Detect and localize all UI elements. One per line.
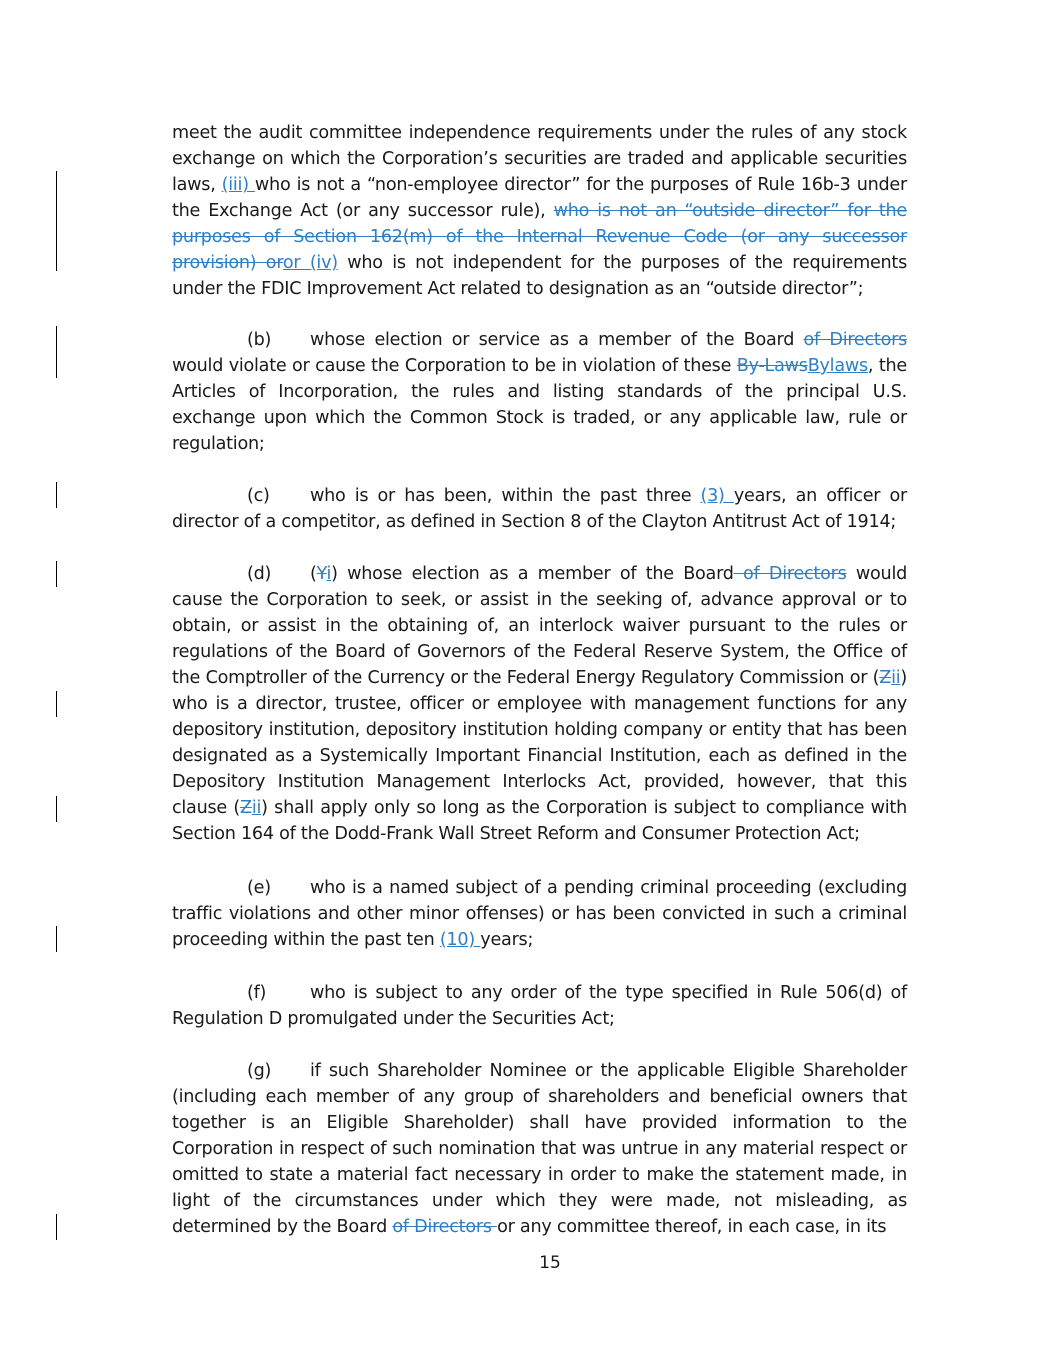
- paragraph-continuation: [172, 120, 907, 302]
- text: ) who is a director, trustee, officer or employee with management functions for any depository institution, depository institution holding company or entity that has been designated as a Systemically Important Financial Institution, each as defined in the Depository Institution Management Interlocks Act, provided, however, that this clause (: [172, 668, 907, 818]
- deleted-text: of Directors: [733, 564, 847, 584]
- change-bar: [56, 926, 57, 952]
- text: whose election or service as a member of the Board: [310, 330, 804, 350]
- change-bar: [56, 561, 57, 587]
- change-bar: [56, 482, 57, 508]
- change-bar: [56, 1214, 57, 1240]
- change-bar: [56, 796, 57, 822]
- clause-label: (f): [247, 983, 267, 1003]
- text: would violate or cause the Corporation to be in violation of these: [172, 356, 737, 376]
- change-bar: [56, 171, 57, 271]
- text: years, an officer or director of a competitor, as defined in Section 8 of the Clayton Antitrust Act of 1914;: [172, 486, 907, 532]
- text: meet the audit committee independence requirements under the rules of any stock exchange on which the Corporation’s securities are traded and applicable securities laws,: [172, 123, 907, 195]
- text: if such Shareholder Nominee or the applicable Eligible Shareholder (including each member of any group of shareholders and beneficial owners that together is an Eligible Shareholder) shall have provided information to the Corporation in respect of such nomination that was untrue in any material respect or omitted to state a material fact necessary in order to make the statement made, in light of the circumstances under which they were made, not misleading, as determined by the Board: [172, 1061, 907, 1237]
- clause-label: (e): [247, 878, 271, 898]
- change-bar: [56, 691, 57, 717]
- deleted-text: of Directors: [803, 330, 907, 350]
- deleted-text: Z: [879, 668, 892, 688]
- inserted-text: (iii): [221, 175, 255, 195]
- clause-d: [172, 561, 907, 847]
- clause-e: [172, 875, 907, 953]
- clause-f: [172, 980, 907, 1032]
- text: years;: [480, 930, 534, 950]
- inserted-text: (10): [439, 930, 481, 950]
- change-bar: [56, 326, 57, 378]
- text: (: [310, 564, 317, 584]
- text: , the Articles of Incorporation, the rules and listing standards of the principal U.S. exchange upon which the Common Stock is traded, or any applicable law, rule or regulation;: [172, 356, 908, 454]
- page-number: 15: [539, 1253, 561, 1273]
- clause-label: (d): [247, 564, 272, 584]
- clause-label: (c): [247, 486, 270, 506]
- inserted-text: Bylaws: [807, 356, 868, 376]
- text: would cause the Corporation to seek, or assist in the seeking of, advance approval or to obtain, or assist in the obtaining of, an interlock waiver pursuant to the rules or regulations of the Board of Governors of the Federal Reserve System, the Office of the Comptroller of the Currency or the Federal Energy Regulatory Commission or (: [172, 564, 907, 688]
- inserted-text: i: [326, 564, 332, 584]
- deleted-text: Y: [316, 564, 327, 584]
- clause-g: [172, 1058, 907, 1240]
- text: ) whose election as a member of the Board: [331, 564, 734, 584]
- text: who is not independent for the purposes of the requirements under the FDIC Improvement Act related to designation as an “outside director”;: [172, 253, 907, 299]
- clause-label: (b): [247, 330, 272, 350]
- text: who is subject to any order of the type specified in Rule 506(d) of Regulation D promulgated under the Securities Act;: [172, 983, 907, 1029]
- clause-label: (g): [247, 1061, 272, 1081]
- deleted-text: Z: [240, 798, 252, 818]
- deleted-text: who is not an “outside director” for the purposes of Section 162(m) of the Internal Revenue Code (or any successor provision) or: [172, 201, 907, 273]
- deleted-text: By-Laws: [736, 356, 808, 376]
- text: ) shall apply only so long as the Corporation is subject to compliance with Section 164 of the Dodd-Frank Wall Street Reform and Consumer Protection Act;: [172, 798, 907, 844]
- inserted-text: (3): [700, 486, 734, 506]
- clause-b: [172, 327, 907, 457]
- text: who is not a “non-employee director” for the purposes of Rule 16b-3 under the Exchange Act (or any successor rule),: [172, 175, 907, 221]
- text: who is or has been, within the past three: [310, 486, 701, 506]
- inserted-text: ii: [251, 798, 262, 818]
- text: who is a named subject of a pending criminal proceeding (excluding traffic violations and other minor offenses) or has been convicted in such a criminal proceeding within the past ten: [172, 878, 907, 950]
- clause-c: [172, 483, 907, 535]
- deleted-text: of Directors: [392, 1217, 498, 1237]
- inserted-text: or (iv): [282, 253, 338, 273]
- inserted-text: ii: [891, 668, 901, 688]
- text: or any committee thereof, in each case, in its: [497, 1217, 887, 1237]
